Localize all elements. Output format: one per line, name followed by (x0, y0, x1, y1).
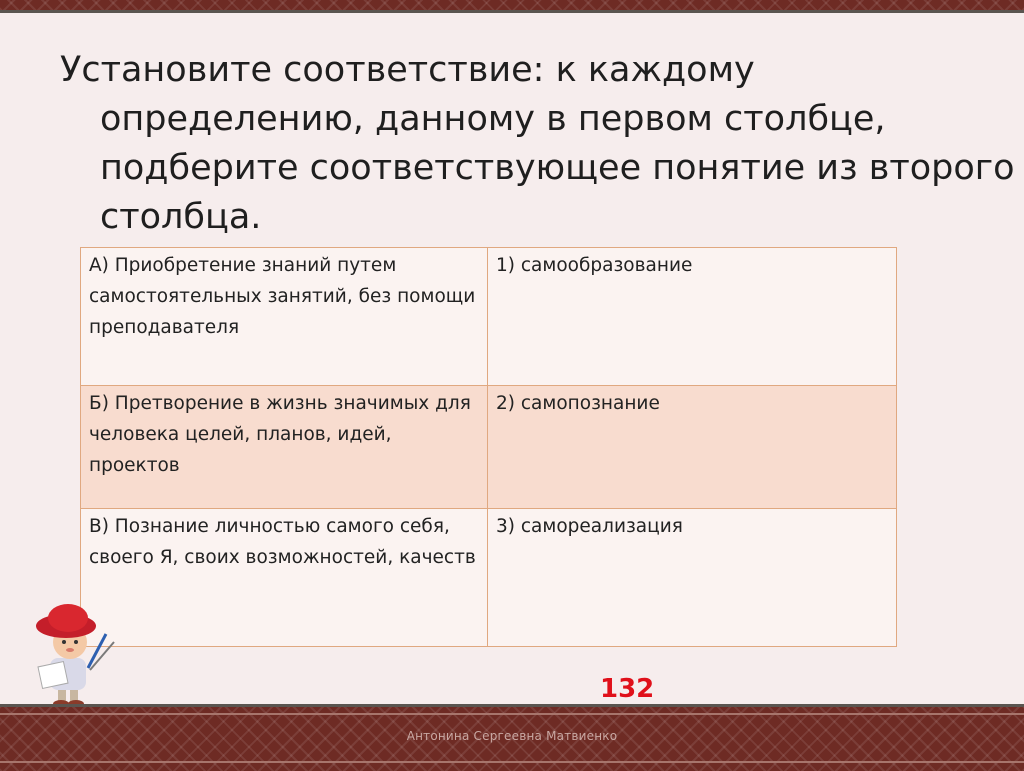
definition-cell: В) Познание личностью самого себя, своего Я, своих возможностей, качеств (81, 509, 488, 647)
bottom-ornament-band (0, 704, 1024, 771)
table-row (81, 386, 897, 509)
table-row (81, 509, 897, 647)
concept-cell: 1) самообразование (488, 248, 897, 386)
definition-cell: Б) Претворение в жизнь значимых для человека целей, планов, идей, проектов (81, 386, 488, 509)
top-ornament-band (0, 0, 1024, 13)
table-row (81, 248, 897, 386)
page-number: 132 (600, 674, 655, 704)
slide-title: Установите соответствие: к каждому определению, данному в первом столбце, подберите соответствующее понятие из второго столбца. (60, 50, 1015, 237)
footer-author: Антонина Сергеевна Матвиенко (406, 729, 618, 743)
matching-table (80, 247, 897, 647)
concept-cell: 3) самореализация (488, 509, 897, 647)
concept-cell: 2) самопознание (488, 386, 897, 509)
cartoon-child-icon (18, 598, 118, 708)
definition-cell: А) Приобретение знаний путем самостоятельных занятий, без помощи преподавателя (81, 248, 488, 386)
